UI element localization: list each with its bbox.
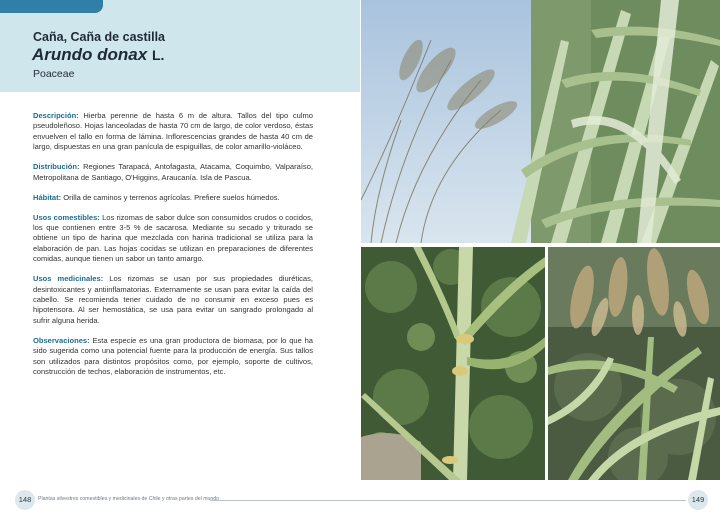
section-observations bbox=[33, 336, 313, 378]
photo-inflorescence bbox=[548, 247, 720, 480]
photo-inflorescence-image bbox=[548, 247, 720, 480]
book-title: Plantas silvestres comestibles y medicinales de Chile y otras partes del mundo bbox=[38, 496, 220, 502]
header-band bbox=[0, 0, 360, 92]
section-text: Regiones Tarapacá, Antofagasta, Atacama, Coquimbo, Valparaíso, Metropolitana de Santiago, O'Higgins, Araucanía. Isla de Pascua. bbox=[33, 162, 313, 182]
section-habitat bbox=[33, 193, 313, 203]
section-text: Hierba perenne de hasta 6 m de altura. Tallos del tipo culmo pseudoleñoso. Hojas lanceoladas de hasta 70 cm de largo, de color verdoso, éstas envuelven el tallo en forma de lámina. Inflorescencias grandes de hasta 40 cm de largo, dispuestas en una gran panícula de espiguillas, de color amarillo-violáceo. bbox=[33, 111, 313, 152]
header-tab bbox=[0, 0, 103, 13]
scientific-genus: Arundo donax bbox=[32, 45, 148, 64]
section-label: Usos medicinales: bbox=[33, 274, 104, 284]
section-label: Distribución: bbox=[33, 162, 80, 172]
section-text: Los rizomas se usan por sus propiedades diuréticas, desintoxicantes y antiinflamatorias. Externamente se usan para evitar la caída del cabello. Se recomienda tener cuidado de no consumir en exceso pues es hipotensora. Al ser hemostática, se usa para evitar un sangrado prolongado al sufrir alguna herida. bbox=[33, 274, 314, 325]
section-edible-uses bbox=[33, 213, 313, 265]
scientific-author: L. bbox=[151, 47, 165, 63]
scientific-name bbox=[32, 45, 164, 65]
photo-cane-stand bbox=[361, 0, 720, 243]
page-number-left: 148 bbox=[15, 490, 35, 510]
plant-family: Poaceae bbox=[33, 68, 75, 80]
section-label: Hábitat: bbox=[33, 192, 62, 202]
section-text: Esta especie es una gran productora de biomasa, por lo que ha sido sugerida como una potencial fuente para la producción de energía. Sus tallos son utilizados para distintos propósitos como, por ejemplo, soporte de cultivos, construcción de techos, elaboración de instrumentos, etc. bbox=[33, 335, 313, 377]
species-description bbox=[33, 111, 313, 387]
footer-rule bbox=[210, 500, 686, 501]
section-description bbox=[33, 111, 313, 153]
page-number-right: 149 bbox=[688, 490, 708, 510]
section-label: Usos comestibles: bbox=[33, 212, 100, 222]
section-text: Los rizomas de sabor dulce son consumidos crudos o cocidos, los que contienen entre 3-5 % de sacarosa. Mediante su secado y triturado se obtiene un tipo de harina que mezclada con harina tradicional se utiliza para la elaboración de pan. Las hojas cocidas se utilizan en preparaciones de diferentes comidas, aunque tienen un sabor un tanto amargo. bbox=[33, 212, 313, 264]
photo-stem-nodes-image bbox=[361, 247, 545, 480]
section-medicinal-uses bbox=[33, 274, 313, 326]
common-name: Caña, Caña de castilla bbox=[33, 30, 166, 44]
section-text: Orilla de caminos y terrenos agrícolas. Prefiere suelos húmedos. bbox=[63, 192, 280, 202]
section-label: Descripción: bbox=[33, 111, 79, 120]
photo-cane-stand-image bbox=[361, 0, 720, 243]
photo-stem-nodes bbox=[361, 247, 545, 480]
section-label: Observaciones: bbox=[33, 335, 90, 345]
section-distribution bbox=[33, 162, 313, 183]
